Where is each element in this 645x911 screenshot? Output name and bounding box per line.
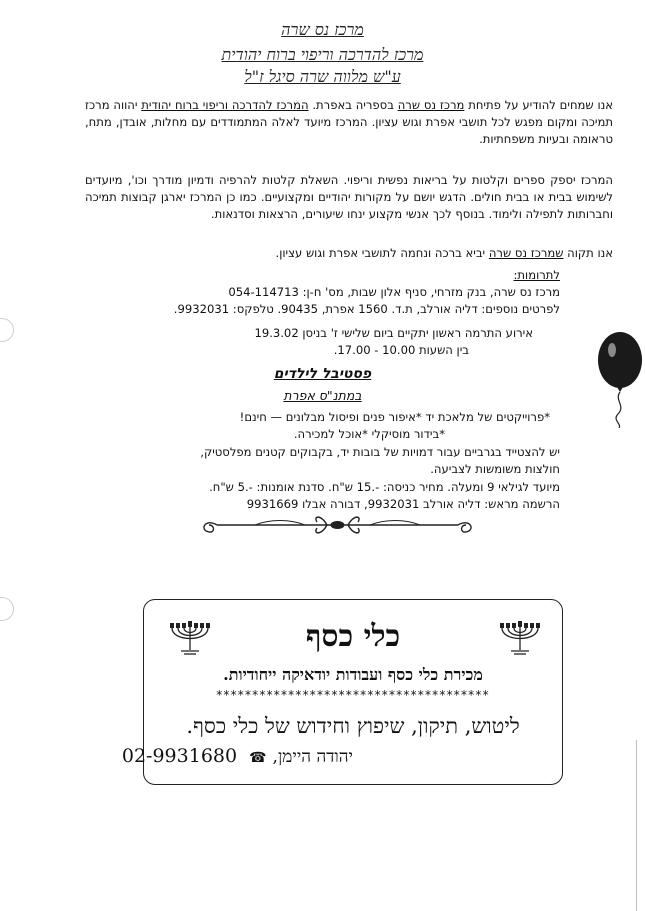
hope-text: יביא ברכה ונחמה לתושבי אפרת וגוש עציון.	[275, 246, 489, 260]
punch-hole-decoration	[0, 318, 14, 342]
hope-text: אנו תקוה	[563, 246, 613, 260]
festival-registration-text: הרשמה מראש: דליה אורלב 9932031, דבורה אבלו 9931669	[246, 497, 560, 511]
hope-paragraph	[85, 245, 613, 262]
advert-title: כלי כסף	[305, 619, 401, 654]
festival-activities-text: *פרוייקטים של מלאכת יד *איפור פנים ופיסול מבלונים — חינם!	[239, 410, 550, 424]
contact-details-text: לפרטים נוספים: דליה אורלב, ת.ד. 1560 אפרת, 90435. טלפקס: 9932031.	[173, 302, 560, 316]
donations-heading: לתרומות:	[513, 268, 560, 282]
festival-title: פסטיבל לילדים	[273, 366, 372, 382]
page-edge-line	[636, 740, 637, 911]
festival-entertainment-text: *בידור מוסיקלי *אוכל למכירה.	[293, 427, 445, 441]
festival-price-text: מיועד לגילאי 9 ומעלה. מחיר כניסה: -.15 ש"ח. סדנת אומנות: -.5 ש"ח.	[209, 480, 560, 494]
center-name-underlined: שמרכז נס שרה	[488, 246, 564, 260]
intro-text: יהווה מרכז תמיכה ומקום מפגש לכל תושבי אפרת וגוש עציון. המרכז מיועד לאלה המתמודדים עם מחלות, אובדן, מתח, טראומה ובעיות משפחתיות.	[85, 98, 613, 146]
center-purpose-underlined: המרכז להדרכה וריפוי ברוח יהודית	[141, 98, 309, 112]
punch-hole-decoration	[0, 597, 14, 621]
advert-contact	[122, 745, 353, 767]
festival-supplies-text: יש להצטייד בגרביים עבור דמויות של בובות יד, בקבוקים קטנים מפלסטיק,	[200, 445, 560, 459]
advert-phone-number: 02-9931680	[121, 745, 238, 767]
advert-subtitle: מכירת כלי כסף ועבודות יודאיקה ייחודיות.	[223, 665, 483, 684]
bank-details-text: מרכז נס שרה, בנק מזרחי, סניף אלון שבות, מס' ח-ן: 054-114713	[228, 285, 560, 299]
intro-text: בספריה באפרת.	[308, 98, 398, 112]
event-hours-text: בין השעות 10.00 - 17.00.	[333, 343, 469, 357]
event-date-text: אירוע התרמה ראשון יתקיים ביום שלישי ז' בניסן 19.3.02	[254, 326, 533, 340]
intro-text: אנו שמחים להודיע על פתיחת	[464, 98, 613, 112]
telephone-icon: ☎	[249, 750, 267, 766]
intro-paragraph	[85, 97, 613, 147]
ornament-divider	[195, 510, 480, 540]
festival-location: במתנ"ס אפרת	[283, 388, 362, 403]
memorial-dedication-heading: ע"ש מלווה שרה סיגל ז"ל	[244, 67, 401, 86]
advert-owner-name: יהודה היימן,	[272, 747, 353, 767]
center-name-heading: מרכז נס שרה	[281, 20, 364, 39]
center-purpose-heading: מרכז להדרכה וריפוי ברוח יהודית	[221, 45, 424, 64]
center-name-underlined: מרכז נס שרה	[397, 98, 465, 112]
advert-services: ליטוש, תיקון, שיפוץ וחידוש של כלי כסף.	[186, 714, 520, 738]
services-paragraph: המרכז יספק ספרים וקלטות על בריאות נפשית וריפוי. השאלת קלטות להרפיה ודמיון מודרך וכו', מיועדים לשימוש בבית או בבית חולים. הדגש יושם על מקורות יהודיים ומקצועיים. כמו כן המרכז יארגן קבוצות תמיכה וחברותות לתפילה ולימוד. בנוסף לכך אנשי מקצוע ינחו שיעורים, הרצאות וסדנאות.	[85, 173, 613, 221]
festival-supplies-text: חולצות משומשות לצביעה.	[430, 462, 560, 476]
advert-star-divider: **************************************	[216, 688, 490, 702]
